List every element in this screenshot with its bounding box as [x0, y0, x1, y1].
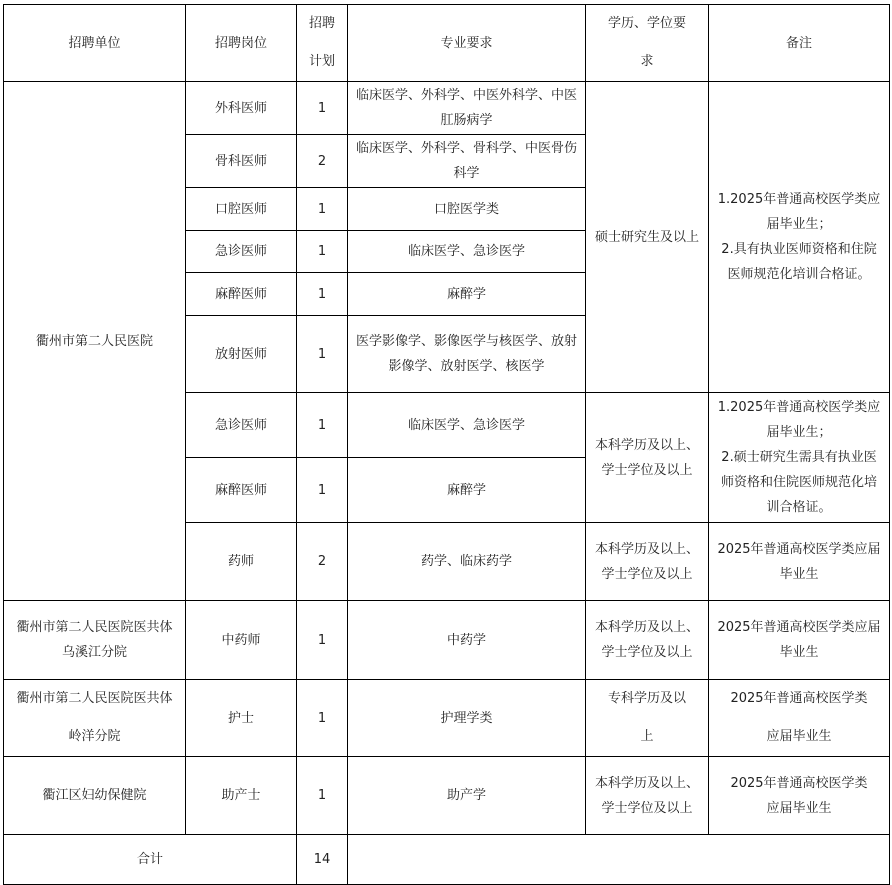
count-cell: 1 — [297, 458, 348, 523]
education-cell: 本科学历及以上、学士学位及以上 — [586, 757, 709, 835]
notes-cell — [709, 393, 890, 523]
position-cell: 急诊医师 — [186, 393, 297, 458]
note-line: 应届毕业生 — [766, 800, 832, 816]
count-cell: 1 — [297, 82, 348, 135]
major-cell: 临床医学、急诊医学 — [348, 231, 586, 273]
note-line: 2.具有执业医师资格和住院医师规范化培训合格证。 — [721, 242, 877, 282]
major-cell: 临床医学、外科学、骨科学、中医骨伤科学 — [348, 135, 586, 188]
header-plan — [297, 5, 348, 82]
total-empty — [348, 835, 890, 885]
count-cell: 1 — [297, 273, 348, 316]
note-line: 2025年普通高校医学类 — [730, 775, 868, 791]
count-cell: 2 — [297, 135, 348, 188]
notes-cell — [709, 82, 890, 393]
major-cell: 医学影像学、影像医学与核医学、放射影像学、放射医学、核医学 — [348, 316, 586, 393]
education-cell — [586, 680, 709, 757]
note-line: 1.2025年普通高校医学类应届毕业生； — [717, 400, 881, 440]
position-cell: 骨科医师 — [186, 135, 297, 188]
major-cell: 麻醉学 — [348, 273, 586, 316]
header-row — [4, 5, 890, 82]
header-plan-line1: 招聘 — [308, 16, 335, 31]
total-row — [4, 835, 890, 885]
position-cell: 中药师 — [186, 601, 297, 680]
header-position: 招聘岗位 — [186, 5, 297, 82]
table-row — [4, 601, 890, 680]
unit-cell: 衢江区妇幼保健院 — [4, 757, 186, 835]
education-cell: 本科学历及以上、学士学位及以上 — [586, 523, 709, 601]
unit-cell: 衢州市第二人民医院医共体岭洋分院 — [4, 680, 186, 757]
major-cell: 临床医学、急诊医学 — [348, 393, 586, 458]
count-cell: 1 — [297, 393, 348, 458]
notes-cell — [709, 757, 890, 835]
unit-cell: 衢州市第二人民医院医共体乌溪江分院 — [4, 601, 186, 680]
position-cell: 麻醉医师 — [186, 458, 297, 523]
major-cell: 临床医学、外科学、中医外科学、中医肛肠病学 — [348, 82, 586, 135]
position-cell: 护士 — [186, 680, 297, 757]
header-education-line1: 学历、学位要 — [607, 16, 686, 31]
education-cell: 本科学历及以上、学士学位及以上 — [586, 601, 709, 680]
total-label: 合计 — [4, 835, 297, 885]
count-cell: 1 — [297, 188, 348, 231]
position-cell: 放射医师 — [186, 316, 297, 393]
education-line: 专科学历及以 — [607, 691, 686, 706]
major-cell: 麻醉学 — [348, 458, 586, 523]
header-notes: 备注 — [709, 5, 890, 82]
recruitment-table — [3, 4, 890, 885]
position-cell: 口腔医师 — [186, 188, 297, 231]
header-education-line2: 求 — [640, 54, 654, 69]
table-row — [4, 680, 890, 757]
position-cell: 外科医师 — [186, 82, 297, 135]
table-row — [4, 82, 890, 135]
count-cell: 1 — [297, 757, 348, 835]
note-line: 2.硕士研究生需具有执业医师资格和住院医师规范化培训合格证。 — [720, 450, 877, 515]
major-cell: 口腔医学类 — [348, 188, 586, 231]
position-cell: 急诊医师 — [186, 231, 297, 273]
header-plan-line2: 计划 — [308, 54, 335, 69]
note-line: 应届毕业生 — [766, 729, 832, 744]
notes-cell: 2025年普通高校医学类应届毕业生 — [709, 601, 890, 680]
header-unit: 招聘单位 — [4, 5, 186, 82]
major-cell: 中药学 — [348, 601, 586, 680]
major-cell: 助产学 — [348, 757, 586, 835]
education-line: 上 — [640, 729, 654, 744]
note-line: 1.2025年普通高校医学类应届毕业生； — [717, 192, 881, 232]
major-cell: 护理学类 — [348, 680, 586, 757]
count-cell: 2 — [297, 523, 348, 601]
count-cell: 1 — [297, 680, 348, 757]
position-cell: 麻醉医师 — [186, 273, 297, 316]
header-major: 专业要求 — [348, 5, 586, 82]
position-cell: 药师 — [186, 523, 297, 601]
notes-cell: 2025年普通高校医学类应届毕业生 — [709, 523, 890, 601]
table-row — [4, 757, 890, 835]
count-cell: 1 — [297, 601, 348, 680]
position-cell: 助产士 — [186, 757, 297, 835]
major-cell: 药学、临床药学 — [348, 523, 586, 601]
education-cell: 硕士研究生及以上 — [586, 82, 709, 393]
total-count: 14 — [297, 835, 348, 885]
count-cell: 1 — [297, 231, 348, 273]
note-line: 2025年普通高校医学类 — [730, 691, 868, 706]
unit-cell: 衢州市第二人民医院 — [4, 82, 186, 601]
notes-cell — [709, 680, 890, 757]
count-cell: 1 — [297, 316, 348, 393]
header-education — [586, 5, 709, 82]
education-cell: 本科学历及以上、学士学位及以上 — [586, 393, 709, 523]
